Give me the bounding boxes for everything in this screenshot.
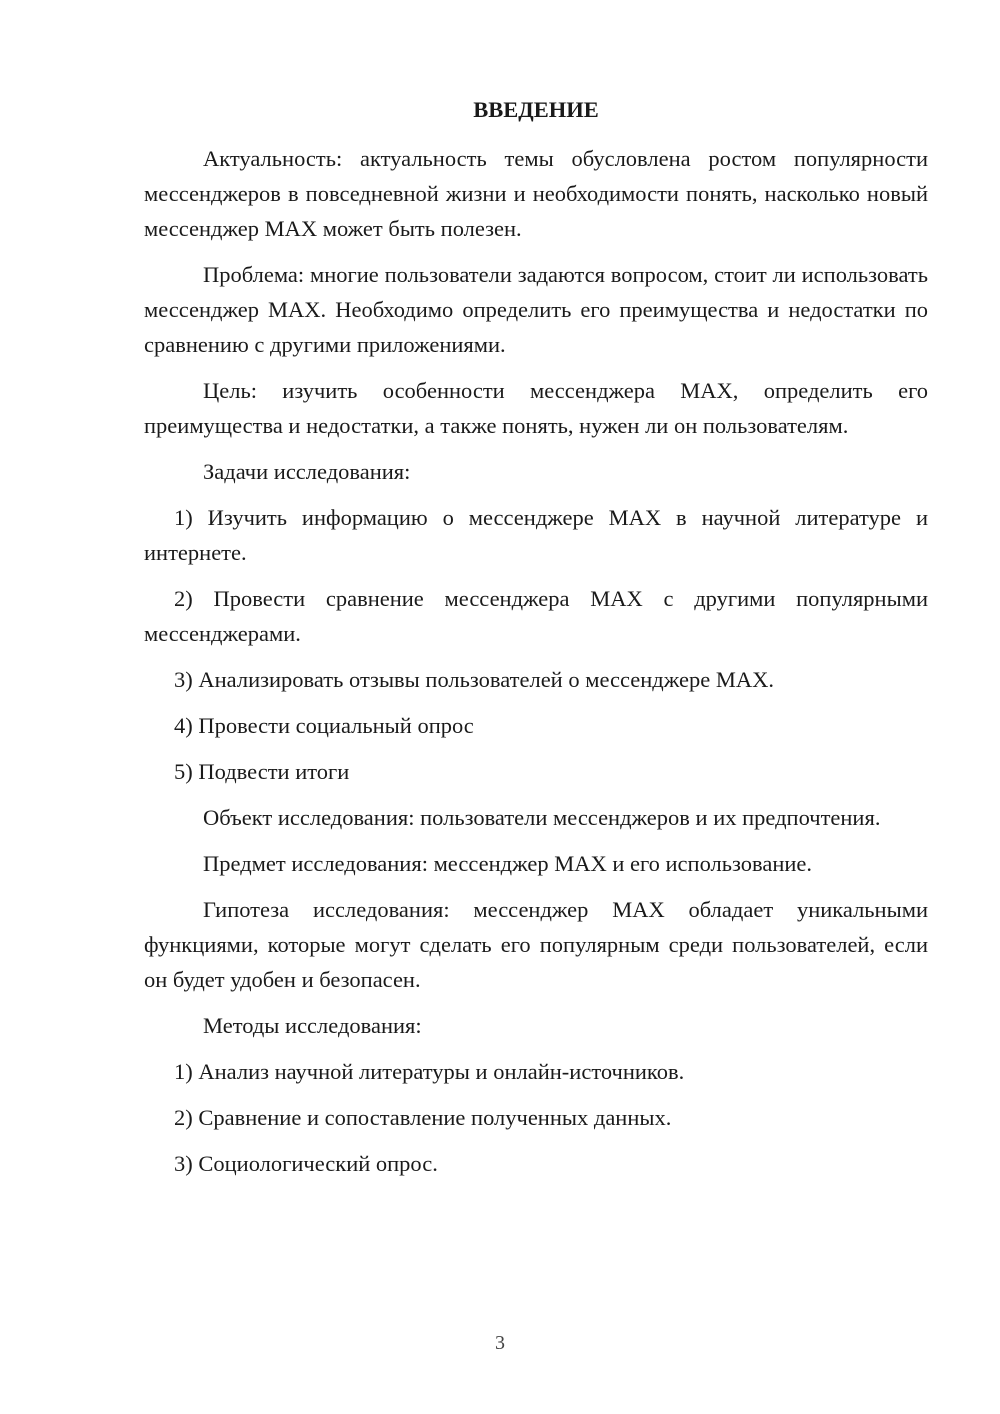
task-item: 4) Провести социальный опрос: [174, 713, 474, 738]
task-item: 3) Анализировать отзывы пользователей о мессенджере MAX.: [174, 667, 774, 692]
relevance-paragraph: Актуальность: актуальность темы обусловлена ростом популярности мессенджеров в повседневной жизни и необходимости понять, насколько новый мессенджер MAX может быть полезен.: [144, 146, 928, 241]
task-item: 5) Подвести итоги: [174, 759, 350, 784]
document-page: [144, 92, 928, 1192]
method-item: 3) Социологический опрос.: [174, 1151, 438, 1176]
tasks-heading: Задачи исследования:: [203, 459, 411, 484]
method-item: 1) Анализ научной литературы и онлайн-источников.: [174, 1059, 685, 1084]
methods-heading: Методы исследования:: [203, 1013, 422, 1038]
task-item: 1) Изучить информацию о мессенджере MAX в научной литературе и интернете.: [144, 505, 928, 565]
section-title: ВВЕДЕНИЕ: [473, 97, 599, 122]
object-paragraph: Объект исследования: пользователи мессенджеров и их предпочтения.: [203, 805, 881, 830]
method-item: 2) Сравнение и сопоставление полученных данных.: [174, 1105, 672, 1130]
subject-paragraph: Предмет исследования: мессенджер MAX и его использование.: [203, 851, 813, 876]
page-number: 3: [495, 1332, 505, 1354]
problem-paragraph: Проблема: многие пользователи задаются вопросом, стоит ли использовать мессенджер MAX. Необходимо определить его преимущества и недостатки по сравнению с другими приложениями.: [144, 262, 928, 357]
task-item: 2) Провести сравнение мессенджера MAX с другими популярными мессенджерами.: [144, 586, 928, 646]
hypothesis-paragraph: Гипотеза исследования: мессенджер MAX обладает уникальными функциями, которые могут сделать его популярным среди пользователей, если он будет удобен и безопасен.: [144, 897, 928, 992]
goal-paragraph: Цель: изучить особенности мессенджера MAX, определить его преимущества и недостатки, а также понять, нужен ли он пользователям.: [144, 378, 928, 438]
